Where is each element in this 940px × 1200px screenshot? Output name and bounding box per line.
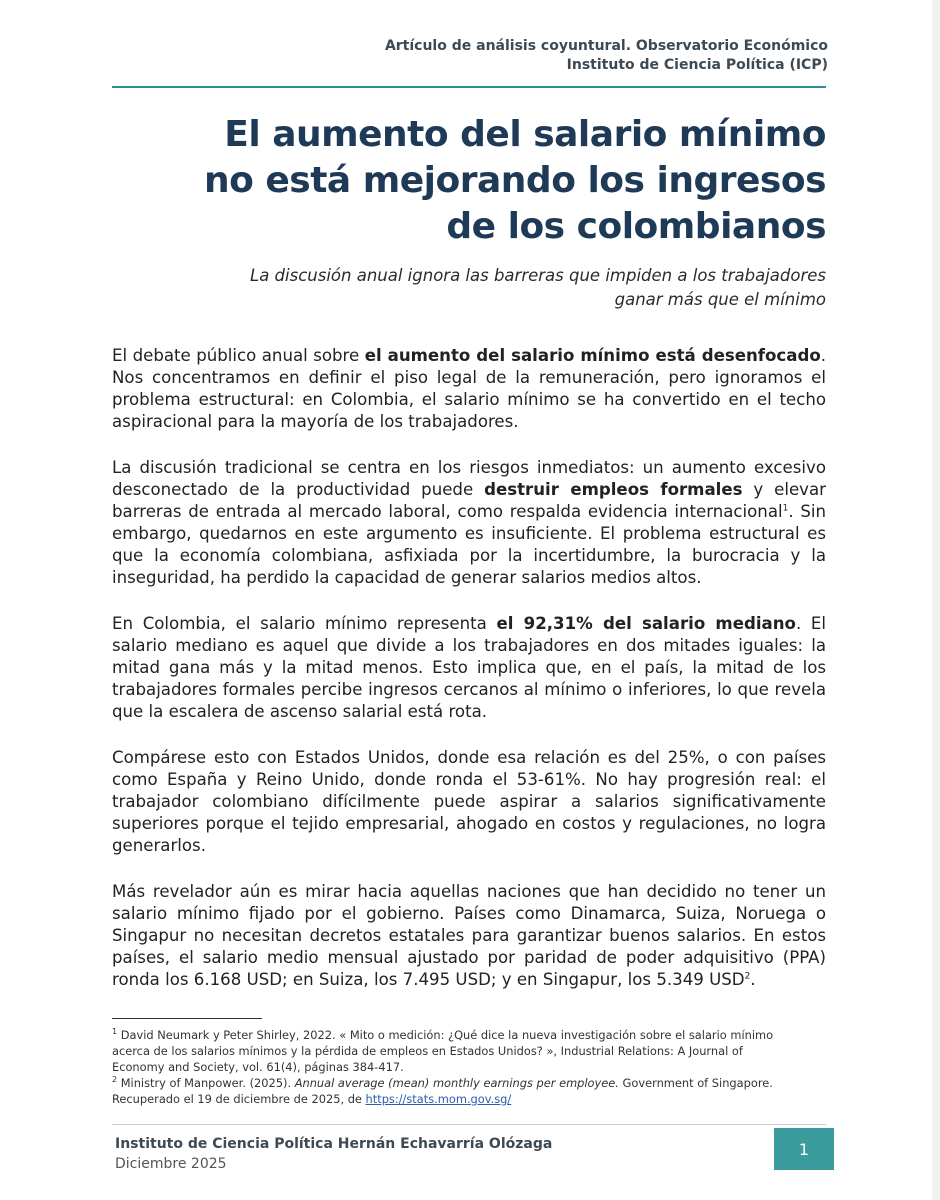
footnote-link[interactable]: https://stats.mom.gov.sg/ <box>365 1092 512 1106</box>
paragraph-text: Más revelador aún es mirar hacia aquellas naciones que han decidido no tener un salario mínimo fijado por el gobierno. Países como Dinamarca, Suiza, Noruega o Singapur no necesitan decretos estatales para garantizar buenos salarios. En estos países, el salario medio mensual ajustado por paridad de poder adquisitivo (PPA) ronda los 6.168 USD; en Suiza, los 7.495 USD; y en Singapur, los 5.349 USD <box>112 882 826 989</box>
footer-institution: Instituto de Ciencia Política Hernán Echavarría Olózaga <box>115 1136 553 1152</box>
footer-rule <box>112 1124 826 1125</box>
title-line-2: no está mejorando los ingresos <box>203 160 826 201</box>
paragraph-text: . Sin embargo, quedarnos en este argumento es insuficiente. El problema estructural es que la economía colombiana, asfixiada por la incertidumbre, la burocracia y la inseguridad, ha perdido la capacidad de generar salarios medios altos. <box>112 502 827 587</box>
article-body <box>112 345 826 991</box>
footnote-number: 2 <box>112 1075 118 1085</box>
footnotes <box>112 1027 782 1107</box>
paragraph-text: . El salario mediano es aquel que divide a los trabajadores en dos mitades iguales: la mitad gana más y la mitad menos. Esto implica que, en el país, la mitad de los trabajadores formales percibe ingresos cercanos al mínimo o inferiores, lo que revela que la escalera de ascenso salarial está rota. <box>112 614 826 721</box>
bold-phrase: el 92,31% del salario mediano <box>496 614 796 633</box>
header-rule <box>112 86 826 88</box>
bold-phrase: el aumento del salario mínimo está desenfocado <box>364 346 821 365</box>
footer-date: Diciembre 2025 <box>115 1156 227 1172</box>
subtitle-line-2: ganar más que el mínimo <box>614 290 826 309</box>
footnote-number: 1 <box>112 1027 118 1037</box>
title-line-3: de los colombianos <box>446 206 826 247</box>
subtitle-line-1: La discusión anual ignora las barreras que impiden a los trabajadores <box>250 266 826 285</box>
footnote-ref-1[interactable]: 1 <box>782 503 789 514</box>
paragraph-4: Compárese esto con Estados Unidos, donde esa relación es del 25%, o con países como España y Reino Unido, donde ronda el 53-61%. No hay progresión real: el trabajador colombiano difícilmente puede aspirar a salarios significativamente superiores porque el tejido empresarial, ahogado en costos y regulaciones, no logra generarlos. <box>112 748 826 855</box>
paragraph-3 <box>112 613 826 723</box>
paragraph-text: y elevar barreras de entrada al mercado laboral, como respalda evidencia internacional <box>112 480 826 521</box>
header-line-1: Artículo de análisis coyuntural. Observatorio Económico <box>384 38 828 54</box>
footnote-italic-title: Annual average (mean) monthly earnings per employee. <box>294 1076 619 1090</box>
page-number-badge: 1 <box>774 1128 834 1170</box>
title-line-1: El aumento del salario mínimo <box>224 114 826 155</box>
footnote-text: David Neumark y Peter Shirley, 2022. « Mito o medición: ¿Qué dice la nueva investigación sobre el salario mínimo acerca de los salarios mínimos y la pérdida de empleos en Estados Unidos? », Industrial Relations: A Journal of Economy and Society, vol. 61(4), páginas 384-417. <box>112 1028 774 1074</box>
paragraph-text: En Colombia, el salario mínimo representa <box>112 614 497 633</box>
paragraph-text: El debate público anual sobre <box>112 346 365 365</box>
footnote-text: Government of Singapore. Recuperado el 19 de diciembre de 2025, de <box>112 1076 773 1106</box>
bold-phrase: destruir empleos formales <box>484 480 743 499</box>
article-title <box>186 112 826 250</box>
footnote-2 <box>112 1075 782 1107</box>
page-edge <box>932 0 940 1200</box>
footnote-ref-2[interactable]: 2 <box>744 971 751 982</box>
paragraph-text: La discusión tradicional se centra en los riesgos inmediatos: un aumento excesivo desconectado de la productividad puede <box>112 458 826 499</box>
paragraph-5 <box>112 881 826 991</box>
footnote-rule <box>112 1018 262 1019</box>
paragraph-1 <box>112 345 826 433</box>
paragraph-text: . Nos concentramos en definir el piso legal de la remuneración, pero ignoramos el problema estructural: en Colombia, el salario mínimo se ha convertido en el techo aspiracional para la mayoría de los trabajadores. <box>112 346 826 431</box>
header-line-2: Instituto de Ciencia Política (ICP) <box>566 57 828 73</box>
footnote-1 <box>112 1027 782 1075</box>
footnote-text: Ministry of Manpower. (2025). <box>117 1076 295 1090</box>
document-header <box>385 37 828 75</box>
paragraph-text: . <box>750 970 756 989</box>
article-subtitle <box>166 264 826 312</box>
paragraph-2 <box>112 457 826 589</box>
